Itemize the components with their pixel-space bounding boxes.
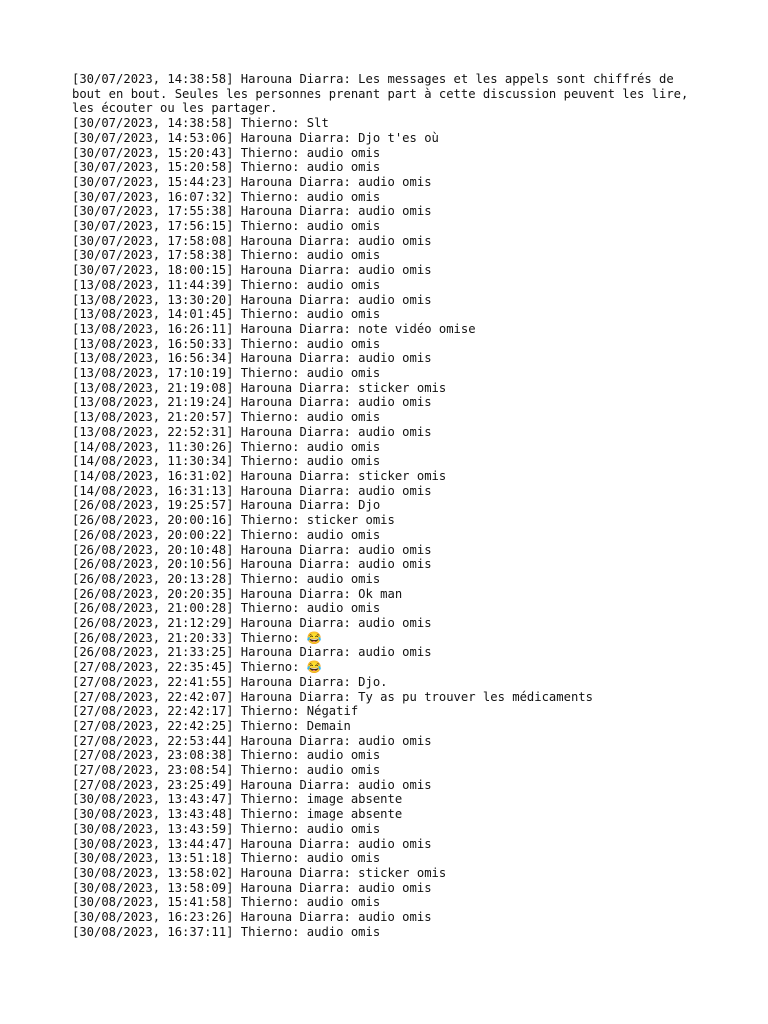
chat-message-line: [30/08/2023, 13:43:59] Thierno: audio omis bbox=[72, 821, 381, 836]
chat-message-line: [27/08/2023, 22:42:17] Thierno: Négatif bbox=[72, 704, 359, 719]
chat-message-line: [26/08/2023, 19:25:57] Harouna Diarra: Djo bbox=[72, 498, 381, 513]
chat-message-line: [30/08/2023, 13:43:47] Thierno: image absente bbox=[72, 792, 403, 807]
chat-message-line: [30/07/2023, 17:56:15] Thierno: audio omis bbox=[72, 219, 381, 234]
chat-message-line: [13/08/2023, 11:44:39] Thierno: audio omis bbox=[72, 277, 381, 292]
chat-message-line: [30/08/2023, 13:58:09] Harouna Diarra: audio omis bbox=[72, 880, 432, 895]
chat-message-line: [26/08/2023, 21:12:29] Harouna Diarra: audio omis bbox=[72, 616, 432, 631]
chat-message-line: [27/08/2023, 22:35:45] Thierno: 😂 bbox=[72, 660, 322, 675]
chat-message-line: [30/08/2023, 13:58:02] Harouna Diarra: sticker omis bbox=[72, 865, 447, 880]
chat-message-line: [30/07/2023, 14:53:06] Harouna Diarra: Djo t'es où bbox=[72, 130, 439, 145]
chat-message-line: [13/08/2023, 17:10:19] Thierno: audio omis bbox=[72, 366, 381, 381]
chat-message-line: [26/08/2023, 21:00:28] Thierno: audio omis bbox=[72, 601, 381, 616]
chat-message-line: [30/08/2023, 16:37:11] Thierno: audio omis bbox=[72, 924, 381, 939]
chat-message-line: [14/08/2023, 16:31:02] Harouna Diarra: sticker omis bbox=[72, 468, 447, 483]
chat-message-line: [27/08/2023, 22:41:55] Harouna Diarra: Djo. bbox=[72, 674, 388, 689]
chat-message-line: [14/08/2023, 16:31:13] Harouna Diarra: audio omis bbox=[72, 483, 432, 498]
chat-message-line: [27/08/2023, 23:25:49] Harouna Diarra: audio omis bbox=[72, 777, 432, 792]
chat-message-line: [30/07/2023, 15:20:58] Thierno: audio omis bbox=[72, 160, 381, 175]
chat-message-line: [30/08/2023, 13:51:18] Thierno: audio omis bbox=[72, 851, 381, 866]
chat-message-line: [27/08/2023, 23:08:38] Thierno: audio omis bbox=[72, 748, 381, 763]
chat-message-line: [26/08/2023, 20:00:16] Thierno: sticker omis bbox=[72, 513, 395, 528]
chat-message-line: [30/08/2023, 16:23:26] Harouna Diarra: audio omis bbox=[72, 910, 432, 925]
chat-message-line: [30/07/2023, 15:20:43] Thierno: audio omis bbox=[72, 145, 381, 160]
chat-message-line: [26/08/2023, 20:00:22] Thierno: audio omis bbox=[72, 527, 381, 542]
chat-message-line: [26/08/2023, 20:13:28] Thierno: audio omis bbox=[72, 571, 381, 586]
chat-message-line: [26/08/2023, 21:33:25] Harouna Diarra: audio omis bbox=[72, 645, 432, 660]
chat-message-line: [30/08/2023, 13:44:47] Harouna Diarra: audio omis bbox=[72, 836, 432, 851]
chat-message-line: [14/08/2023, 11:30:26] Thierno: audio omis bbox=[72, 439, 381, 454]
chat-message-line: [30/07/2023, 17:55:38] Harouna Diarra: audio omis bbox=[72, 204, 432, 219]
chat-message-line: [27/08/2023, 22:42:07] Harouna Diarra: Ty as pu trouver les médicaments bbox=[72, 689, 593, 704]
chat-message-line: [30/07/2023, 17:58:38] Thierno: audio omis bbox=[72, 248, 381, 263]
chat-message-line: [30/07/2023, 16:07:32] Thierno: audio omis bbox=[72, 189, 381, 204]
chat-message-line: [30/07/2023, 15:44:23] Harouna Diarra: audio omis bbox=[72, 174, 432, 189]
chat-message-line: [13/08/2023, 16:56:34] Harouna Diarra: audio omis bbox=[72, 351, 432, 366]
chat-message-line: [30/07/2023, 17:58:08] Harouna Diarra: audio omis bbox=[72, 233, 432, 248]
chat-message-line: [27/08/2023, 22:53:44] Harouna Diarra: audio omis bbox=[72, 733, 432, 748]
chat-message-line: [26/08/2023, 20:10:48] Harouna Diarra: audio omis bbox=[72, 542, 432, 557]
chat-message-line: [30/07/2023, 14:38:58] Harouna Diarra: Les messages et les appels sont chiffrés de bout en bout. Seules les personnes prenant part à cette discussion peuvent les lire, les écouter ou les partager. bbox=[72, 72, 696, 116]
chat-message-line: [30/07/2023, 14:38:58] Thierno: Slt bbox=[72, 116, 329, 131]
chat-message-line: [13/08/2023, 21:20:57] Thierno: audio omis bbox=[72, 410, 381, 425]
chat-message-line: [13/08/2023, 21:19:08] Harouna Diarra: sticker omis bbox=[72, 380, 447, 395]
chat-message-line: [13/08/2023, 16:50:33] Thierno: audio omis bbox=[72, 336, 381, 351]
chat-message-line: [13/08/2023, 14:01:45] Thierno: audio omis bbox=[72, 307, 381, 322]
chat-message-line: [30/08/2023, 15:41:58] Thierno: audio omis bbox=[72, 895, 381, 910]
chat-message-line: [13/08/2023, 22:52:31] Harouna Diarra: audio omis bbox=[72, 424, 432, 439]
chat-message-line: [30/08/2023, 13:43:48] Thierno: image absente bbox=[72, 807, 403, 822]
chat-message-line: [26/08/2023, 20:20:35] Harouna Diarra: Ok man bbox=[72, 586, 403, 601]
chat-message-line: [13/08/2023, 13:30:20] Harouna Diarra: audio omis bbox=[72, 292, 432, 307]
chat-message-line: [14/08/2023, 11:30:34] Thierno: audio omis bbox=[72, 454, 381, 469]
chat-message-line: [30/07/2023, 18:00:15] Harouna Diarra: audio omis bbox=[72, 263, 432, 278]
chat-message-line: [13/08/2023, 16:26:11] Harouna Diarra: note vidéo omise bbox=[72, 321, 476, 336]
chat-message-line: [27/08/2023, 22:42:25] Thierno: Demain bbox=[72, 718, 351, 733]
chat-transcript bbox=[72, 72, 702, 939]
chat-message-line: [27/08/2023, 23:08:54] Thierno: audio omis bbox=[72, 763, 381, 778]
chat-message-line: [26/08/2023, 21:20:33] Thierno: 😂 bbox=[72, 630, 322, 645]
chat-message-line: [26/08/2023, 20:10:56] Harouna Diarra: audio omis bbox=[72, 557, 432, 572]
chat-message-line: [13/08/2023, 21:19:24] Harouna Diarra: audio omis bbox=[72, 395, 432, 410]
